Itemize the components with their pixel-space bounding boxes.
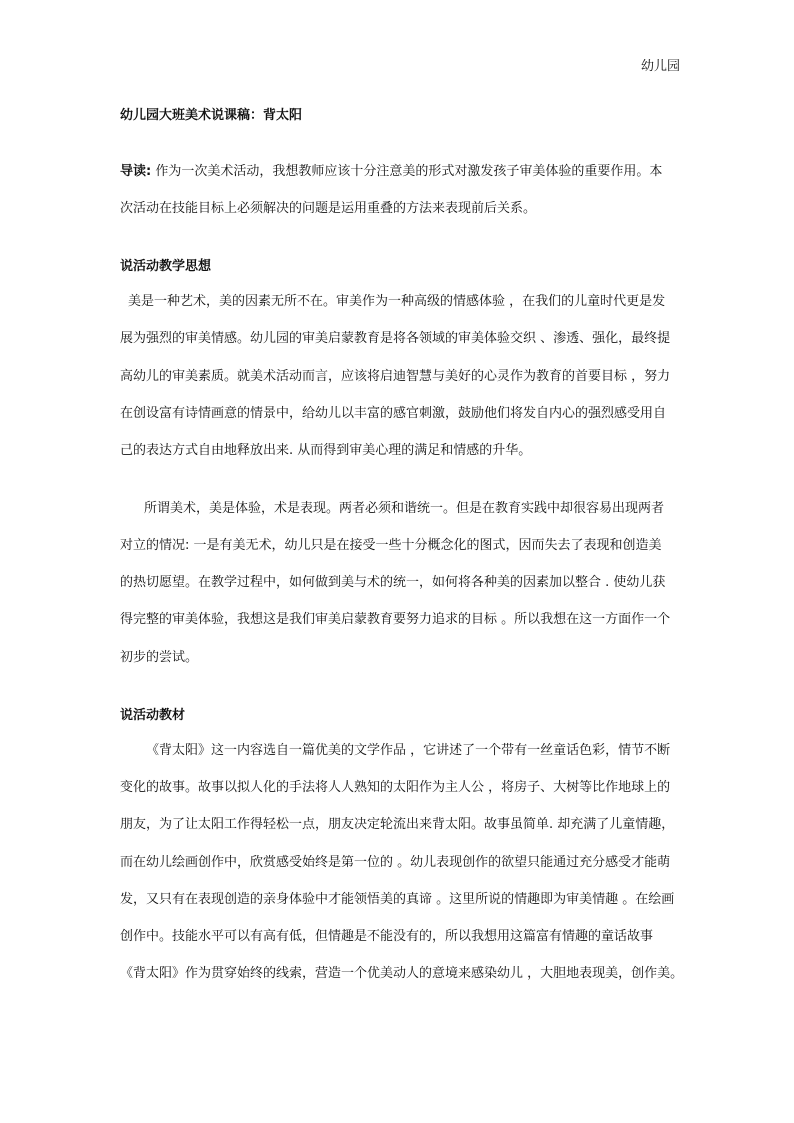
intro-line-2: 次活动在技能目标上必须解决的问题是运用重叠的方法来表现前后关系。: [120, 201, 537, 216]
section-heading-teaching-idea: 说活动教学思想: [120, 259, 212, 274]
paragraph-line: 朋友，为了让太阳工作得轻松一点，朋友决定轮流出来背太阳。故事虽简单. 却充满了儿童情趣，: [120, 817, 675, 832]
paragraph-line: 美是一种艺术，美的因素无所不在。审美作为一种高级的情感体验 ，在我们的儿童时代更是发: [128, 294, 666, 309]
intro-line-1: [120, 162, 662, 182]
paragraph-line: 发，又只有在表现创造的亲身体验中才能领悟美的真谛 。这里所说的情趣即为审美情趣 。在绘画: [120, 892, 675, 907]
paragraph-line: 己的表达方式自由地释放出来. 从而得到审美心理的满足和情感的升华。: [120, 443, 532, 458]
paragraph-line: 展为强烈的审美情感。幼儿园的审美启蒙教育是将各领域的审美体验交织 、渗透、强化，最终提: [120, 331, 671, 346]
paragraph-line: 而在幼儿绘画创作中，欣赏感受始终是第一位的 。幼儿表现创作的欲望只能通过充分感受才能萌: [120, 855, 671, 870]
paragraph-line: 变化的故事。故事以拟人化的手法将人人熟知的太阳作为主人公 ，将房子、大树等比作地球上的: [120, 780, 671, 795]
section-heading-teaching-material: 说活动教材: [120, 708, 186, 723]
paragraph-line: 得完整的审美体验，我想这是我们审美启蒙教育要努力追求的目标 。所以我想在这一方面作一个: [120, 612, 671, 627]
intro-text-1: 作为一次美术活动，我想教师应该十分注意美的形式对激发孩子审美体验的重要作用。本: [155, 164, 663, 179]
paragraph-line: 《背太阳》这一内容选自一篇优美的文学作品 ，它讲述了一个带有一丝童话色彩，情节不断: [146, 743, 671, 758]
document-title: 幼儿园大班美术说课稿：背太阳: [120, 108, 303, 123]
intro-label: 导读:: [120, 164, 152, 179]
paragraph-line: 所谓美术，美是体验，术是表现。两者必须和谐统一。但是在教育实践中却很容易出现两者: [144, 501, 665, 516]
paragraph-line: 对立的情况: 一是有美无术，幼儿只是在接受一些十分概念化的图式，因而失去了表现和创造美: [120, 538, 662, 553]
page-header: 幼儿园: [640, 59, 680, 74]
paragraph-line: 在创设富有诗情画意的情景中，给幼儿以丰富的感官刺激，鼓励他们将发自内心的强烈感受用自: [120, 406, 667, 421]
paragraph-line: 初步的尝试。: [120, 650, 199, 665]
paragraph-line: 的热切愿望。在教学过程中，如何做到美与术的统一，如何将各种美的因素加以整合 . 使幼儿获: [120, 575, 666, 590]
paragraph-line: 《背太阳》作为贯穿始终的线索，营造一个优美动人的意境来感染幼儿 ，大胆地表现美，创作美。: [120, 966, 684, 981]
paragraph-line: 高幼儿的审美素质。就美术活动而言，应该将启迪智慧与美好的心灵作为教育的首要目标 ，努力: [120, 369, 671, 384]
paragraph-line: 创作中。技能水平可以有高有低，但情趣是不能没有的，所以我想用这篇富有情趣的童话故事: [120, 929, 654, 944]
